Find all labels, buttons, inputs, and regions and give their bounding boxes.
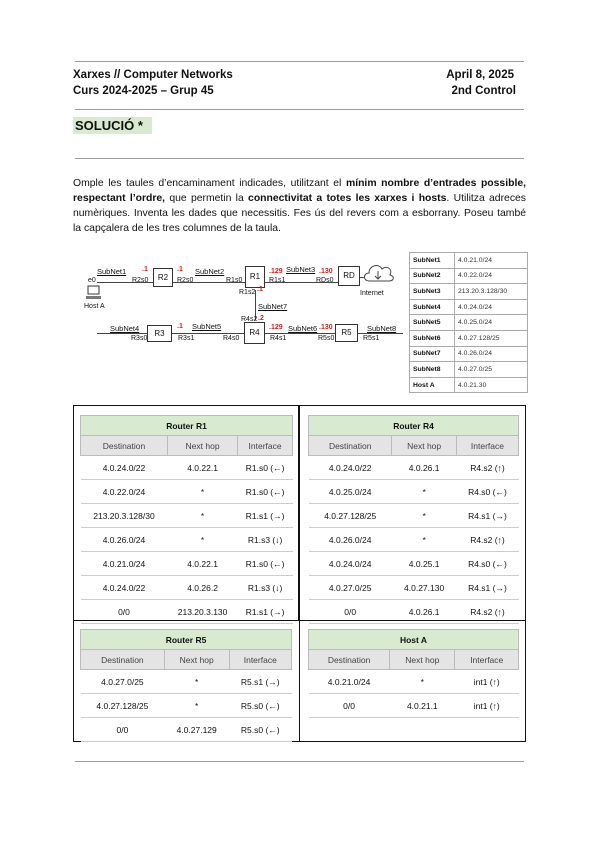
route-interface: R1.s0 (←) [238,456,293,480]
router-r4-panel [299,405,526,621]
if-label-9: .1 [177,323,183,330]
subnet-address: 4.0.25.0/24 [455,315,528,331]
routing-table-row [81,670,292,694]
router-r5-table [80,629,292,742]
route-interface: int1 (↑) [455,694,519,718]
routing-table-row [309,480,519,504]
subnet-table-row [410,253,528,269]
subnet-name: Host A [410,377,455,393]
router-r5-title: Router R5 [81,630,292,650]
iface-e0: e0 [88,277,96,284]
route-interface: R1.s3 (↓) [238,528,293,552]
col-destination: Destination [309,436,392,456]
route-next-hop: 4.0.22.1 [167,552,237,576]
col-interface: Interface [456,436,518,456]
route-interface: R1.s0 (←) [238,552,293,576]
route-destination: 4.0.27.0/25 [81,670,165,694]
if-label-6: .2 [258,315,264,322]
host-a-table [308,629,519,718]
route-destination: 4.0.27.128/25 [81,694,165,718]
if-label-7: .129 [269,324,283,331]
internet-label: Internet [360,290,384,297]
subnet2-label: SubNet2 [195,267,225,276]
if-label-5: .1 [257,286,263,293]
subnet1-label: SubNet1 [97,267,127,276]
iface-r1s1: R1s1 [269,277,286,284]
if-label-1: .1 [142,266,148,273]
route-destination: 4.0.21.0/24 [81,552,168,576]
if-label-8: .130 [319,324,333,331]
subnet-address: 4.0.24.0/24 [455,299,528,315]
iface-r4s2: R4s2 [241,316,258,323]
router-r4-title: Router R4 [309,416,519,436]
subnet-name: SubNet5 [410,315,455,331]
routing-table-row [309,528,519,552]
exam-date: April 8, 2025 [446,69,514,81]
route-destination: 4.0.27.128/25 [309,504,392,528]
route-interface: R4.s0 (←) [456,552,518,576]
route-destination: 4.0.24.0/22 [81,456,168,480]
route-destination: 4.0.24.0/24 [309,552,392,576]
instructions-paragraph: Omple les taules d’encaminament indicades, utilitzant el mínim nombre d’entrades possible, respectant l’ordre, que permetin la connectivitat a totes les xarxes i hosts. Utilitza adreces numèriques. Inventa les dades que necessitis. Fes ús del revers com a esborrany. Poseu també la capçalera de les tres columnes de la taula. [73,178,526,234]
subnet4-label: SubNet4 [110,324,140,333]
route-next-hop: * [392,528,456,552]
subnet3-label: SubNet3 [286,265,316,274]
col-next-hop: Next hop [167,436,237,456]
route-next-hop: 4.0.26.1 [392,456,456,480]
route-interface: R4.s2 (↑) [456,456,518,480]
routing-table-row [309,504,519,528]
route-interface: R1.s0 (←) [238,480,293,504]
route-destination: 0/0 [81,600,168,624]
route-interface: R5.s1 (→) [229,670,291,694]
routing-table-row [309,576,519,600]
bottom-rule [75,761,524,762]
router-r1-table [80,415,293,624]
subnet-address: 4.0.21.0/24 [455,253,528,269]
col-next-hop: Next hop [164,650,229,670]
subnet-address: 4.0.27.0/25 [455,362,528,378]
iface-r2s0-a: R2s0 [132,277,149,284]
router-r2: R2 [153,268,173,287]
if-label-3: .129 [269,268,283,275]
course-title: Xarxes // Computer Networks [73,69,233,81]
subnet5-label: SubNet5 [192,322,222,331]
route-destination: 4.0.27.0/25 [309,576,392,600]
internet-cloud-icon [361,259,395,285]
router-r4-table [308,415,519,624]
col-interface: Interface [238,436,293,456]
answer-line [75,158,524,159]
subnet-name: SubNet2 [410,268,455,284]
route-destination: 4.0.22.0/24 [81,480,168,504]
subnet7-label: SubNet7 [258,302,288,311]
host-a-title: Host A [309,630,519,650]
routing-table-row [309,670,519,694]
col-destination: Destination [81,436,168,456]
subnet-table-row [410,362,528,378]
router-rd: RD [338,266,360,286]
route-destination: 4.0.24.0/22 [309,456,392,480]
route-interface: R5.s0 (←) [229,694,291,718]
route-interface: R1.s1 (→) [238,600,293,624]
subnet-address: 4.0.22.0/24 [455,268,528,284]
iface-r3s1: R3s1 [178,335,195,342]
router-r1: R1 [245,266,265,288]
subnet-table-row [410,330,528,346]
host-a-label: Host A [84,303,105,310]
subnet6-label: SubNet6 [288,324,318,333]
iface-r2s0-b: R2s0 [177,277,194,284]
exam-name: 2nd Control [451,85,516,97]
subnet-table-row [410,299,528,315]
route-destination: 4.0.25.0/24 [309,480,392,504]
route-destination: 4.0.21.0/24 [309,670,390,694]
iface-rds0: RDs0 [316,277,334,284]
iface-r5s0: R5s0 [318,335,335,342]
route-next-hop: 4.0.26.2 [167,576,237,600]
subnet-name: SubNet6 [410,330,455,346]
if-label-2: .1 [177,266,183,273]
subnet-table-row [410,315,528,331]
route-next-hop: 4.0.25.1 [392,552,456,576]
subnet-name: SubNet4 [410,299,455,315]
route-destination: 0/0 [309,694,390,718]
subnet-address: 213.20.3.128/30 [455,284,528,300]
route-interface: R1.s1 (→) [238,504,293,528]
host-a-panel [299,620,526,742]
col-next-hop: Next hop [392,436,456,456]
route-destination: 213.20.3.128/30 [81,504,168,528]
route-destination: 4.0.24.0/22 [81,576,168,600]
route-interface: R4.s1 (→) [456,576,518,600]
router-r5-panel [73,620,300,742]
route-interface: R4.s2 (↑) [456,528,518,552]
route-interface: R4.s2 (↑) [456,600,518,624]
route-interface: R5.s0 (←) [229,718,291,742]
route-next-hop: * [164,694,229,718]
route-next-hop: 4.0.27.129 [164,718,229,742]
route-interface: R4.s1 (→) [456,504,518,528]
subnet-name: SubNet3 [410,284,455,300]
route-next-hop: * [167,504,237,528]
route-interface: int1 (↑) [455,670,519,694]
subnet-name: SubNet1 [410,253,455,269]
subnet-address: 4.0.21.30 [455,377,528,393]
routing-table-row [81,528,293,552]
route-next-hop: 4.0.21.1 [390,694,455,718]
router-r5: R5 [335,324,358,342]
route-next-hop: * [167,480,237,504]
col-interface: Interface [229,650,291,670]
subnet8-label: SubNet8 [367,324,397,333]
routing-table-row [81,504,293,528]
header-rule [75,109,524,110]
routing-table-row [81,576,293,600]
subnet-name: SubNet7 [410,346,455,362]
subnet-address: 4.0.27.128/25 [455,330,528,346]
col-interface: Interface [455,650,519,670]
iface-r1s0: R1s0 [226,277,243,284]
col-next-hop: Next hop [390,650,455,670]
routing-table-row [81,480,293,504]
route-destination: 4.0.26.0/24 [309,528,392,552]
iface-r3s0: R3s0 [131,335,148,342]
host-computer-icon [84,284,104,302]
routing-table-row [309,694,519,718]
route-interface: R1.s3 (↓) [238,576,293,600]
router-r1-title: Router R1 [81,416,293,436]
router-r4: R4 [244,322,265,344]
routing-table-row [81,552,293,576]
routing-table-row [309,552,519,576]
subnet-table-row [410,268,528,284]
route-next-hop: 213.20.3.130 [167,600,237,624]
subnet-table [409,252,528,393]
route-next-hop: * [390,670,455,694]
route-next-hop: 4.0.27.130 [392,576,456,600]
route-interface: R4.s0 (←) [456,480,518,504]
route-destination: 0/0 [309,600,392,624]
iface-r1s2: R1s2 [239,289,256,296]
if-label-4: .130 [319,268,333,275]
subnet-table-row [410,284,528,300]
route-next-hop: 4.0.26.1 [392,600,456,624]
subnet-table-row [410,377,528,393]
iface-r4s0: R4s0 [223,335,240,342]
route-destination: 0/0 [81,718,165,742]
subnet-name: SubNet8 [410,362,455,378]
col-destination: Destination [81,650,165,670]
route-next-hop: * [392,480,456,504]
routing-table-row [309,456,519,480]
subnet-address: 4.0.26.0/24 [455,346,528,362]
route-next-hop: 4.0.22.1 [167,456,237,480]
route-next-hop: * [167,528,237,552]
iface-r5s1: R5s1 [363,335,380,342]
route-next-hop: * [164,670,229,694]
subnet-table-row [410,346,528,362]
route-destination: 4.0.26.0/24 [81,528,168,552]
router-r1-panel [73,405,299,621]
router-r3: R3 [147,325,172,342]
routing-table-row [81,694,292,718]
top-rule [75,61,524,62]
route-next-hop: * [392,504,456,528]
routing-table-row [81,718,292,742]
col-destination: Destination [309,650,390,670]
iface-r4s1: R4s1 [270,335,287,342]
solution-label: SOLUCIÓ * [73,117,152,134]
routing-table-row [81,456,293,480]
course-group: Curs 2024-2025 – Grup 45 [73,85,214,97]
